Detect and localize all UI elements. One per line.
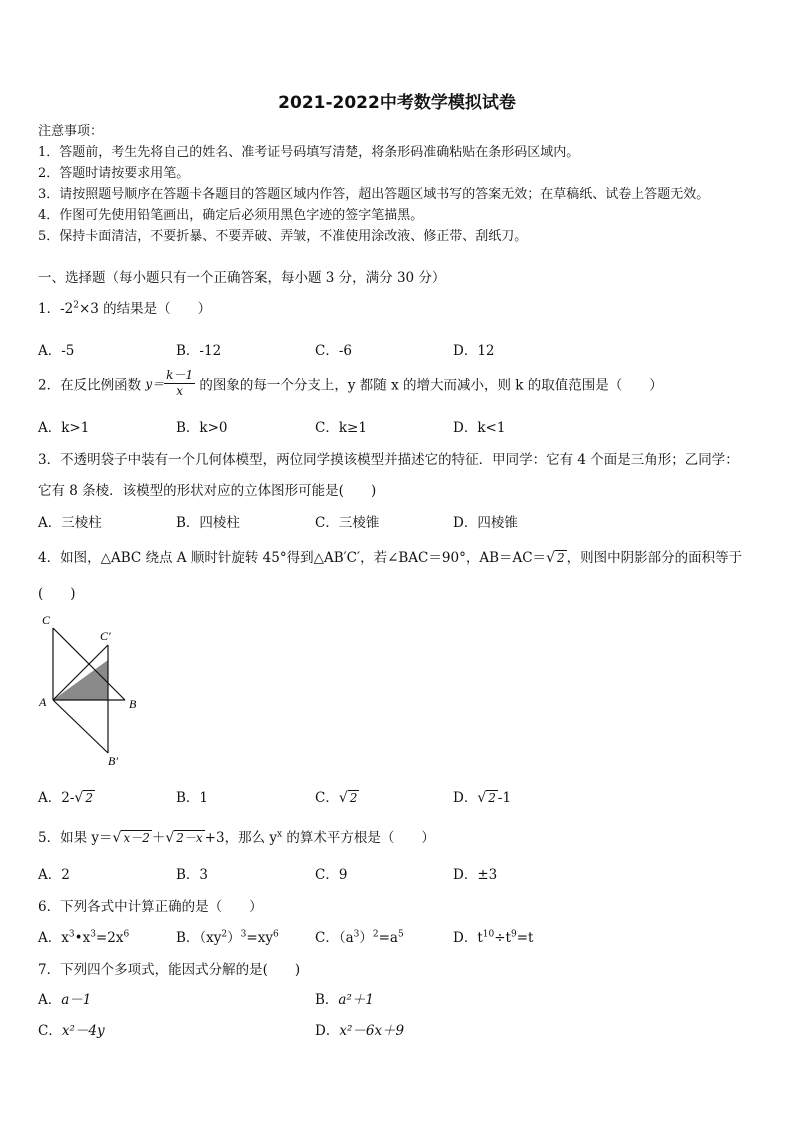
section-heading: 一、选择题（每小题只有一个正确答案，每小题 3 分，满分 30 分）	[38, 270, 446, 286]
question-2-option-d[interactable]: D．k<1	[453, 420, 506, 436]
notes-heading: 注意事项：	[38, 124, 104, 139]
question-5-option-c[interactable]: C．9	[315, 867, 348, 883]
shaded-region	[53, 660, 108, 700]
question-2-option-b[interactable]: B．k>0	[176, 420, 228, 436]
label-a: A	[39, 695, 47, 709]
note-item: 4．作图可先使用铅笔画出，确定后必须用黑色字迹的签字笔描黑。	[38, 208, 424, 223]
question-5-option-a[interactable]: A．2	[38, 867, 70, 883]
question-4-option-d[interactable]: D．√ 2 -1	[453, 790, 512, 806]
question-4-stem: 4．如图，△ABC 绕点 A 顺时针旋转 45°得到△AB′C′，若∠BAC＝90°，AB＝AC＝√ 2 ，则图中阴影部分的面积等于	[38, 550, 743, 566]
page-title: 2021-2022中考数学模拟试卷	[278, 93, 516, 113]
question-4-option-a[interactable]: A．2-√ 2	[38, 790, 93, 806]
question-2-option-a[interactable]: A．k>1	[38, 420, 90, 436]
question-5-stem: 5．如果 y＝√ x－2 ＋√ 2－x +3，那么 $y^x$ 的算术平方根是（ ）	[38, 829, 435, 846]
question-3-stem-line2: 它有 8 条棱．该模型的形状对应的立体图形可能是( )	[38, 483, 377, 499]
label-c-prime: C′	[100, 629, 111, 643]
question-7-option-c[interactable]: C．x²－4y	[38, 1023, 105, 1039]
question-2-option-c[interactable]: C．k≥1	[315, 420, 367, 436]
question-1-option-b[interactable]: B．-12	[176, 343, 222, 359]
question-3-option-a[interactable]: A．三棱柱	[38, 515, 102, 531]
question-6-stem: 6．下列各式中计算正确的是（ ）	[38, 899, 263, 915]
note-item: 1．答题前，考生先将自己的姓名、准考证号码填写清楚，将条形码准确粘贴在条形码区域内。	[38, 145, 580, 160]
segment-ab-prime	[53, 700, 108, 753]
notes-block	[38, 121, 709, 247]
note-item: 3．请按照题号顺序在答题卡各题目的答题区域内作答，超出答题区域书写的答案无效；在草稿纸、试卷上答题无效。	[38, 187, 710, 202]
question-3-option-d[interactable]: D．四棱锥	[453, 515, 518, 531]
question-3-option-b[interactable]: B．四棱柱	[176, 515, 240, 531]
question-5-option-d[interactable]: D．±3	[453, 867, 498, 883]
question-4-figure	[36, 608, 146, 770]
question-1-option-d[interactable]: D．12	[453, 343, 495, 359]
note-item: 5．保持卡面清洁，不要折暴、不要弄破、弄皱，不准使用涂改液、修正带、刮纸刀。	[38, 229, 528, 244]
question-1-stem: 1．$-2^2\times 3$ 的结果是（ ）	[38, 300, 212, 317]
question-3-option-c[interactable]: C．三棱锥	[315, 515, 380, 531]
label-b: B	[129, 697, 137, 711]
label-b-prime: B′	[108, 754, 118, 768]
question-3-stem-line1: 3．不透明袋子中装有一个几何体模型，两位同学摸该模型并描述它的特征．甲同学：它有 4 个面是三角形；乙同学：	[38, 452, 739, 468]
question-6-option-c[interactable]: C．$(a^3)^2=a^5$	[315, 929, 404, 946]
question-6-option-d[interactable]: D．$t^{10}\div t^9=t$	[453, 929, 534, 946]
question-4-option-c[interactable]: C．√ 2	[315, 790, 358, 806]
question-2-stem: 2．在反比例函数 y＝ $\frac{k-1}{x}$ 的图象的每一个分支上，y 都随 x 的增大而减小，则 k 的取值范围是（ ）	[38, 368, 663, 398]
question-5-option-b[interactable]: B．3	[176, 867, 209, 883]
question-4-option-b[interactable]: B．1	[176, 790, 209, 806]
note-item: 2．答题时请按要求用笔。	[38, 166, 190, 181]
question-4-stem-line2: ( )	[38, 586, 76, 602]
question-6-option-a[interactable]: A．$x^3•x^3=2x^6$	[38, 929, 130, 946]
question-6-option-b[interactable]: B．$(xy^2)^3=xy^6$	[176, 929, 279, 946]
question-7-stem: 7．下列四个多项式，能因式分解的是( )	[38, 962, 301, 978]
question-7-option-d[interactable]: D．x²－6x＋9	[315, 1023, 405, 1039]
label-c: C	[42, 613, 51, 627]
question-1-option-a[interactable]: A．-5	[38, 343, 75, 359]
fraction: $\frac{k-1}{x}$	[166, 368, 194, 398]
question-1-option-c[interactable]: C．-6	[315, 343, 352, 359]
question-7-option-b[interactable]: B．a²＋1	[315, 992, 374, 1008]
question-7-option-a[interactable]: A．a－1	[38, 992, 92, 1008]
